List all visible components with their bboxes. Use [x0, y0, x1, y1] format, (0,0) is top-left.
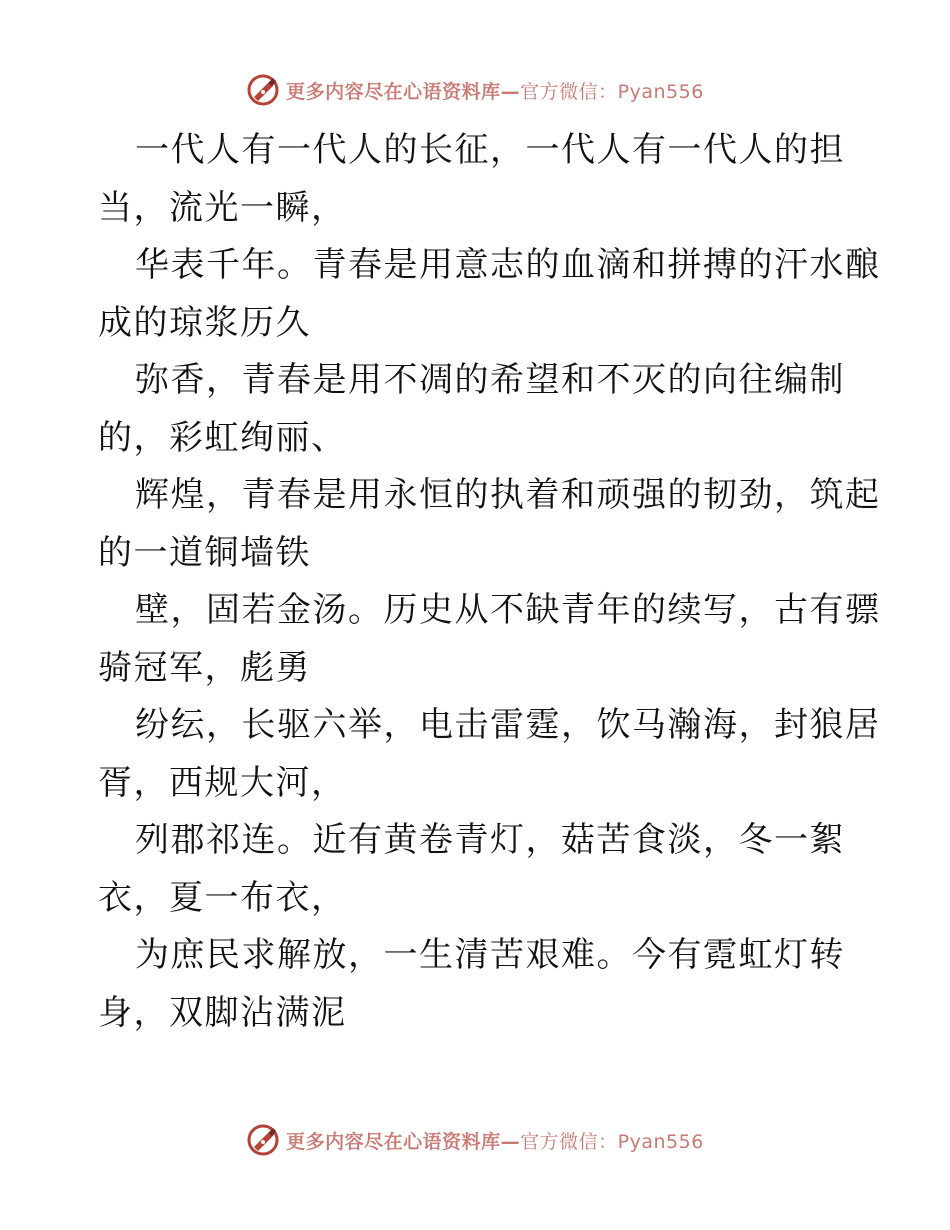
header-banner-wechat: 官方微信：Pyan556 [520, 80, 704, 103]
header-banner-text [286, 77, 704, 104]
text-line: 胥，西规大河， [98, 762, 347, 803]
header-banner-main: 更多内容尽在心语资料库 [286, 80, 501, 103]
text-line: 列郡祁连。近有黄卷青灯，菇苦食淡，冬一絮 [135, 820, 845, 860]
text-line: 当，流光一瞬， [98, 187, 347, 228]
text-line: 辉煌，青春是用永恒的执着和顽强的韧劲，筑起 [135, 475, 881, 515]
footer-banner-dash: — [500, 1130, 521, 1153]
text-line: 衣，夏一布衣， [98, 877, 347, 918]
text-line: 成的琼浆历久 [98, 302, 311, 343]
text-line: 壁，固若金汤。历史从不缺青年的续写，古有骠 [135, 590, 881, 630]
text-line: 的一道铜墙铁 [98, 532, 311, 573]
footer-banner-wechat: 官方微信：Pyan556 [520, 1130, 704, 1153]
text-line: 身，双脚沾满泥 [98, 992, 347, 1033]
text-line: 骑冠军，彪勇 [98, 647, 311, 688]
text-line: 弥香，青春是用不凋的希望和不灭的向往编制 [135, 360, 845, 400]
text-line: 纷纭，长驱六举，电击雷霆，饮马瀚海，封狼居 [135, 705, 881, 745]
footer-banner-text [286, 1127, 704, 1154]
header-banner-dash: — [500, 80, 521, 103]
body-text [98, 122, 881, 1042]
footer-watermark-banner [0, 1120, 950, 1160]
text-line: 一代人有一代人的长征，一代人有一代人的担 [135, 130, 845, 170]
text-line: 华表千年。青春是用意志的血滴和拼搏的汗水酿 [135, 245, 881, 285]
text-line: 的，彩虹绚丽、 [98, 417, 347, 458]
header-watermark-banner [0, 70, 950, 110]
footer-banner-main: 更多内容尽在心语资料库 [286, 1130, 501, 1153]
pen-nib-logo-icon [246, 1123, 280, 1157]
text-line: 为庶民求解放，一生清苦艰难。今有霓虹灯转 [135, 935, 845, 975]
pen-nib-logo-icon [246, 73, 280, 107]
